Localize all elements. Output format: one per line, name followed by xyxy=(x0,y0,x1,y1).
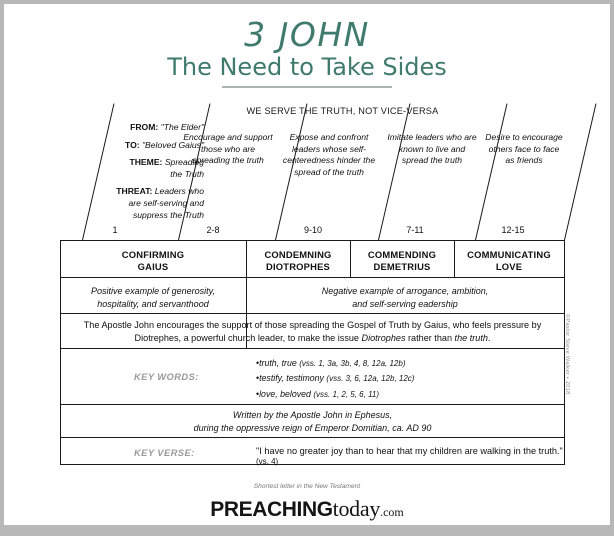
key-words-row xyxy=(60,349,565,405)
theme-value-1: Spreading xyxy=(164,157,204,168)
diagonal-divider-5 xyxy=(475,103,507,240)
verse-range-row xyxy=(60,222,565,240)
verse-range-3: 9-10 xyxy=(303,225,322,235)
theme-label: THEME: xyxy=(129,157,163,168)
logo-part-com: .com xyxy=(380,505,404,519)
section-title-row xyxy=(60,241,565,278)
section-title-4-line2: DEMETRIUS xyxy=(373,261,431,272)
to-value: "Beloved Gaius" xyxy=(142,139,204,150)
theme-value-2: the Truth xyxy=(170,168,204,179)
column-description-4: Imitate leaders who are known to live and spread the truth xyxy=(387,132,477,166)
chart-top-band xyxy=(60,100,565,240)
section-title-4-line1: COMMENDING xyxy=(367,249,437,260)
diagonal-divider-6 xyxy=(564,103,596,240)
copyright-credit: ©Pastor Steve Walker • 2018 xyxy=(564,314,570,395)
positive-example xyxy=(60,285,246,310)
title-block xyxy=(4,15,610,88)
negative-example-line2: and self-serving eadership xyxy=(352,298,458,309)
section-title-5-line2: LOVE xyxy=(495,261,523,272)
section-title-4 xyxy=(350,249,454,273)
verse-range-4: 7-11 xyxy=(406,225,424,235)
key-word-item-2: •testify, testimony (vss. 3, 6, 12a, 12b, 12c) xyxy=(256,373,415,384)
section-title-1 xyxy=(60,249,246,273)
column-description-5: Desire to encourage others face to face as friends xyxy=(485,132,563,166)
key-verse-row xyxy=(60,438,565,465)
section-title-5 xyxy=(454,249,564,273)
key-word-1-refs: (vss. 1, 3a, 3b, 4, 8, 12a, 12b) xyxy=(299,359,406,368)
threat-value-3: suppress the Truth xyxy=(132,209,204,220)
from-value: "The Elder" xyxy=(160,122,204,132)
key-verse-label: KEY VERSE: xyxy=(134,447,195,458)
summary-italic2: the truth xyxy=(454,332,488,343)
threat-label: THREAT: xyxy=(116,186,153,197)
footnote-text: Shortest letter in the New Testament xyxy=(253,483,361,490)
preaching-today-logo xyxy=(4,496,610,522)
threat-value-2: are self-serving and xyxy=(128,197,204,208)
authorship-row xyxy=(60,405,565,438)
key-words-label: KEY WORDS: xyxy=(134,371,199,382)
column-description-3: Expose and confront leaders whose self-centeredness hinder the spread of the truth xyxy=(282,132,376,177)
key-verse-text-wrap xyxy=(256,446,565,466)
section-title-1-line2: GAIUS xyxy=(137,261,169,272)
summary-row xyxy=(60,314,565,349)
page-title: 3 JOHN xyxy=(244,15,370,54)
positive-example-line2: hospitality, and servanthood xyxy=(97,298,209,309)
section-title-1-line1: CONFIRMING xyxy=(121,249,185,260)
bible-book-chart xyxy=(60,100,570,478)
key-verse-text: "I have no greater joy than to hear that my children are walking in the truth." xyxy=(256,446,563,456)
negative-example-line1: Negative example of arrogance, ambition, xyxy=(321,286,489,296)
logo-part-today: today xyxy=(332,496,381,521)
column-description-2: Encourage and support those who are spreading the truth xyxy=(183,132,273,166)
infographic-sheet xyxy=(4,4,610,525)
summary-italic1: Diotrophes xyxy=(361,332,406,343)
title-divider xyxy=(222,86,392,88)
key-word-1-word: truth, true xyxy=(259,358,297,368)
verse-range-2: 2-8 xyxy=(206,225,220,235)
verse-range-5: 12-15 xyxy=(501,225,525,235)
from-label: FROM: xyxy=(130,122,159,132)
diagonal-divider-4 xyxy=(378,103,410,240)
key-verse-reference: (vs. 4) xyxy=(256,457,279,466)
section-title-5-line1: COMMUNICATING xyxy=(467,249,551,260)
page-subtitle: The Need to Take Sides xyxy=(167,52,447,81)
key-word-2-word: testify, testimony xyxy=(259,373,324,384)
example-row xyxy=(60,278,565,314)
key-word-3-refs: (vss. 1, 2, 5, 6, 11) xyxy=(313,389,380,399)
key-word-3-word: love, beloved xyxy=(259,388,311,399)
summary-part1: The Apostle John encourages the support of those spreading the Gospel of Truth by Gaius, who feels pressure by Diotrephes, a powerful church leader, to make the issue xyxy=(83,319,542,343)
key-word-item-1: •truth, true (vss. 1, 3a, 3b, 4, 8, 12a, 12b) xyxy=(256,358,406,368)
section-title-3-line1: CONDEMNING xyxy=(264,249,332,260)
logo-part-preaching: PREACHING xyxy=(210,498,333,521)
authorship-line2: during the oppressive reign of Emperor Domitian, ca. AD 90 xyxy=(193,422,432,433)
to-label: TO: xyxy=(124,139,140,150)
authorship-text xyxy=(60,409,565,435)
key-word-2-refs: (vss. 3, 6, 12a, 12b, 12c) xyxy=(326,374,415,384)
summary-part2: rather than xyxy=(405,332,455,343)
key-word-item-3: •love, beloved (vss. 1, 2, 5, 6, 11) xyxy=(256,388,380,399)
threat-value-1: Leaders who xyxy=(154,186,204,197)
summary-text xyxy=(60,319,565,345)
section-title-3-line2: DIOTROPHES xyxy=(266,261,330,272)
verse-range-1: 1 xyxy=(112,225,118,235)
negative-example xyxy=(246,285,564,310)
banner-text: WE SERVE THE TRUTH, NOT VICE-VERSA xyxy=(246,106,439,116)
authorship-line1: Written by the Apostle John in Ephesus, xyxy=(232,409,393,420)
positive-example-line1: Positive example of generosity, xyxy=(91,286,215,296)
summary-part3: . xyxy=(487,332,491,343)
section-title-3 xyxy=(246,249,350,273)
key-words-list xyxy=(256,356,414,402)
